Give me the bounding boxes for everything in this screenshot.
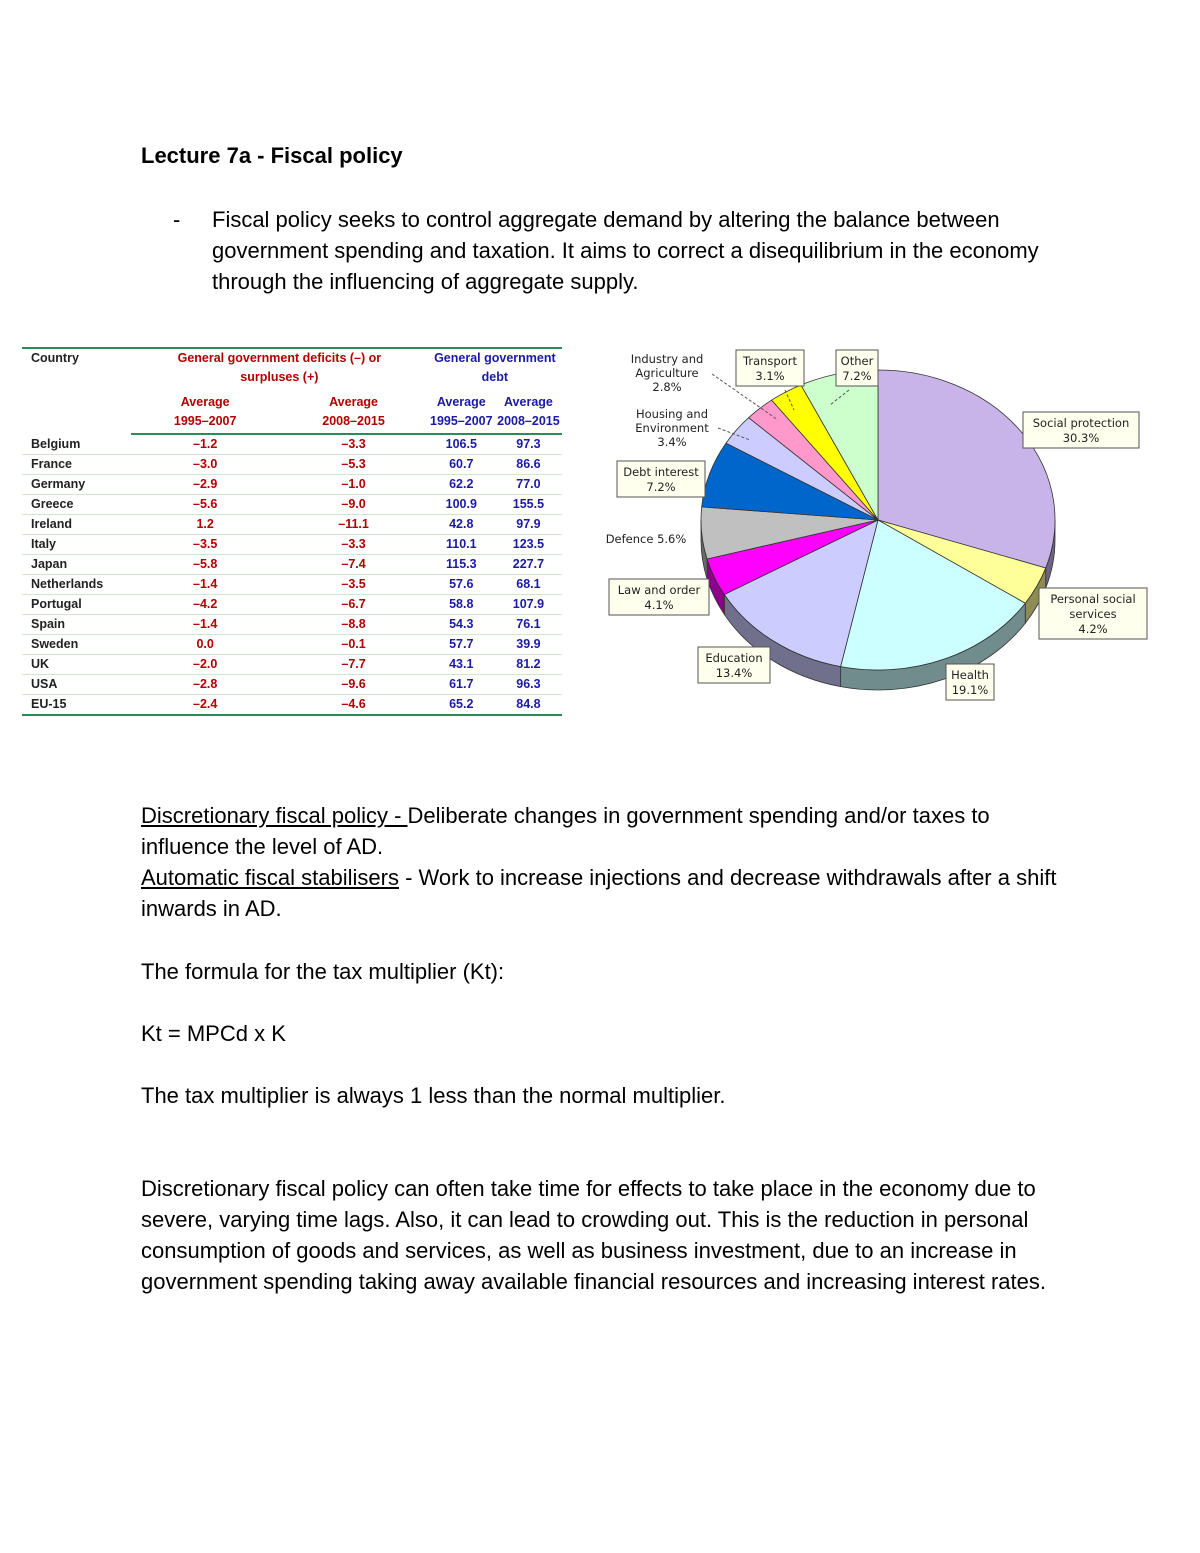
debt-p2-cell: 76.1 xyxy=(495,615,562,635)
deficit-p2-cell: –7.4 xyxy=(279,555,427,575)
debt-p1-cell: 61.7 xyxy=(428,675,495,695)
pie-label xyxy=(606,532,687,546)
deficit-p1-cell: –5.6 xyxy=(131,495,279,515)
definitions xyxy=(141,800,1081,924)
deficit-p1-cell: –1.2 xyxy=(131,434,279,455)
debt-p1-cell: 65.2 xyxy=(428,695,495,716)
deficit-p2-cell: –1.0 xyxy=(279,475,427,495)
country-cell: France xyxy=(22,455,131,475)
spending-pie-chart xyxy=(595,340,1155,710)
country-cell: USA xyxy=(22,675,131,695)
closing-paragraph: Discretionary fiscal policy can often take time for effects to take place in the economy due to severe, varying time lags. Also, it can lead to crowding out. This is the reduction in personal consumption of goods and services, as well as business investment, due to an increase in government spending taking away available financial resources and increasing interest rates. xyxy=(141,1176,1046,1294)
debt-p2-cell: 77.0 xyxy=(495,475,562,495)
deficit-p2-cell: –3.3 xyxy=(279,535,427,555)
svg-text:3.4%: 3.4% xyxy=(657,435,687,449)
debt-p2-cell: 155.5 xyxy=(495,495,562,515)
definition-discretionary: Discretionary fiscal policy - Deliberate changes in government spending and/or taxes to influence the level of AD. xyxy=(141,803,990,859)
svg-text:Industry and: Industry and xyxy=(630,352,704,366)
svg-text:Other: Other xyxy=(840,354,874,368)
table-row xyxy=(22,635,562,655)
svg-text:services: services xyxy=(1069,607,1117,621)
deficit-p2-cell: –8.8 xyxy=(279,615,427,635)
intro-bullet xyxy=(141,204,1071,297)
header-deficit-p2: Average 2008–2015 xyxy=(279,393,427,434)
debt-p2-cell: 81.2 xyxy=(495,655,562,675)
header-deficit: General government deficits (–) or surpluses (+) xyxy=(131,348,428,393)
table-row xyxy=(22,455,562,475)
pie-label xyxy=(946,664,994,700)
debt-p2-cell: 84.8 xyxy=(495,695,562,716)
bullet-text: Fiscal policy seeks to control aggregate demand by altering the balance between government spending and taxation. It aims to correct a disequilibrium in the economy through the influencing of aggregate supply. xyxy=(212,207,1039,294)
country-cell: Netherlands xyxy=(22,575,131,595)
term-automatic: Automatic fiscal stabilisers xyxy=(141,865,399,890)
deficit-p1-cell: –3.0 xyxy=(131,455,279,475)
table-row xyxy=(22,555,562,575)
table-row xyxy=(22,575,562,595)
debt-p2-cell: 107.9 xyxy=(495,595,562,615)
deficit-debt-table xyxy=(22,347,562,716)
country-cell: Sweden xyxy=(22,635,131,655)
debt-p2-cell: 97.9 xyxy=(495,515,562,535)
deficit-p2-cell: –9.0 xyxy=(279,495,427,515)
debt-p1-cell: 110.1 xyxy=(428,535,495,555)
country-cell: Greece xyxy=(22,495,131,515)
table-row xyxy=(22,655,562,675)
country-cell: Belgium xyxy=(22,434,131,455)
svg-text:30.3%: 30.3% xyxy=(1062,431,1100,445)
svg-text:Law and order: Law and order xyxy=(617,583,701,597)
debt-p1-cell: 115.3 xyxy=(428,555,495,575)
table-row xyxy=(22,515,562,535)
deficit-p2-cell: –4.6 xyxy=(279,695,427,716)
debt-p1-cell: 42.8 xyxy=(428,515,495,535)
formula: Kt = MPCd x K xyxy=(141,1021,286,1046)
deficit-p2-cell: –7.7 xyxy=(279,655,427,675)
table-row xyxy=(22,595,562,615)
country-cell: Ireland xyxy=(22,515,131,535)
deficit-p1-cell: –2.0 xyxy=(131,655,279,675)
svg-text:Defence 5.6%: Defence 5.6% xyxy=(605,532,687,546)
debt-p2-cell: 68.1 xyxy=(495,575,562,595)
debt-p2-cell: 227.7 xyxy=(495,555,562,575)
deficit-p1-cell: 1.2 xyxy=(131,515,279,535)
deficit-p2-cell: –3.5 xyxy=(279,575,427,595)
pie-label xyxy=(1039,588,1147,639)
deficit-p1-cell: –2.4 xyxy=(131,695,279,716)
svg-text:4.2%: 4.2% xyxy=(1078,622,1108,636)
table-row xyxy=(22,695,562,716)
pie-label xyxy=(1023,412,1139,448)
table-row xyxy=(22,675,562,695)
table-row xyxy=(22,615,562,635)
debt-p1-cell: 57.6 xyxy=(428,575,495,595)
svg-text:2.8%: 2.8% xyxy=(652,380,682,394)
deficit-p1-cell: –1.4 xyxy=(131,575,279,595)
svg-text:Education: Education xyxy=(705,651,763,665)
pie-label xyxy=(609,579,709,615)
svg-text:Agriculture: Agriculture xyxy=(635,366,699,380)
pie-label xyxy=(617,461,705,497)
header-debt: General government debt xyxy=(428,348,562,393)
formula-intro: The formula for the tax multiplier (Kt): xyxy=(141,959,505,984)
svg-text:3.1%: 3.1% xyxy=(755,369,785,383)
table-row xyxy=(22,535,562,555)
header-country: Country xyxy=(22,348,131,434)
pie-label xyxy=(698,647,770,683)
bullet-marker: - xyxy=(173,207,181,232)
debt-p1-cell: 54.3 xyxy=(428,615,495,635)
svg-text:Transport: Transport xyxy=(743,354,797,368)
svg-text:Health: Health xyxy=(951,668,989,682)
svg-text:Social protection: Social protection xyxy=(1032,416,1130,430)
header-debt-p2: Average 2008–2015 xyxy=(495,393,562,434)
debt-p1-cell: 58.8 xyxy=(428,595,495,615)
debt-p2-cell: 123.5 xyxy=(495,535,562,555)
svg-text:19.1%: 19.1% xyxy=(951,683,989,697)
term-discretionary: Discretionary fiscal policy - xyxy=(141,803,408,828)
deficit-p2-cell: –6.7 xyxy=(279,595,427,615)
deficit-p2-cell: –11.1 xyxy=(279,515,427,535)
deficit-p2-cell: –9.6 xyxy=(279,675,427,695)
debt-p2-cell: 96.3 xyxy=(495,675,562,695)
deficit-p2-cell: –3.3 xyxy=(279,434,427,455)
deficit-p1-cell: –2.9 xyxy=(131,475,279,495)
country-cell: Portugal xyxy=(22,595,131,615)
svg-text:Environment: Environment xyxy=(635,421,709,435)
country-cell: Japan xyxy=(22,555,131,575)
svg-text:13.4%: 13.4% xyxy=(715,666,753,680)
deficit-p1-cell: –1.4 xyxy=(131,615,279,635)
country-cell: Germany xyxy=(22,475,131,495)
svg-text:4.1%: 4.1% xyxy=(644,598,674,612)
table-row xyxy=(22,495,562,515)
deficit-p1-cell: 0.0 xyxy=(131,635,279,655)
country-cell: EU-15 xyxy=(22,695,131,716)
definition-automatic: Automatic fiscal stabilisers - Work to increase injections and decrease withdrawals after a shift inwards in AD. xyxy=(141,865,1057,921)
svg-text:Housing and: Housing and xyxy=(635,407,709,421)
deficit-p2-cell: –0.1 xyxy=(279,635,427,655)
svg-text:Debt interest: Debt interest xyxy=(623,465,699,479)
deficit-p1-cell: –2.8 xyxy=(131,675,279,695)
table-row xyxy=(22,475,562,495)
deficit-p1-cell: –5.8 xyxy=(131,555,279,575)
debt-p1-cell: 62.2 xyxy=(428,475,495,495)
debt-p2-cell: 86.6 xyxy=(495,455,562,475)
table-row xyxy=(22,434,562,455)
deficit-p1-cell: –3.5 xyxy=(131,535,279,555)
country-cell: Spain xyxy=(22,615,131,635)
multiplier-note: The tax multiplier is always 1 less than the normal multiplier. xyxy=(141,1083,726,1108)
country-cell: Italy xyxy=(22,535,131,555)
deficit-p2-cell: –5.3 xyxy=(279,455,427,475)
debt-p1-cell: 57.7 xyxy=(428,635,495,655)
country-cell: UK xyxy=(22,655,131,675)
deficit-p1-cell: –4.2 xyxy=(131,595,279,615)
svg-text:Personal social: Personal social xyxy=(1050,592,1136,606)
header-debt-p1: Average 1995–2007 xyxy=(428,393,495,434)
svg-text:7.2%: 7.2% xyxy=(842,369,872,383)
header-deficit-p1: Average 1995–2007 xyxy=(131,393,279,434)
svg-text:7.2%: 7.2% xyxy=(646,480,676,494)
debt-p1-cell: 60.7 xyxy=(428,455,495,475)
debt-p1-cell: 43.1 xyxy=(428,655,495,675)
debt-p1-cell: 106.5 xyxy=(428,434,495,455)
page-title: Lecture 7a - Fiscal policy xyxy=(141,143,403,168)
debt-p2-cell: 97.3 xyxy=(495,434,562,455)
debt-p1-cell: 100.9 xyxy=(428,495,495,515)
debt-p2-cell: 39.9 xyxy=(495,635,562,655)
